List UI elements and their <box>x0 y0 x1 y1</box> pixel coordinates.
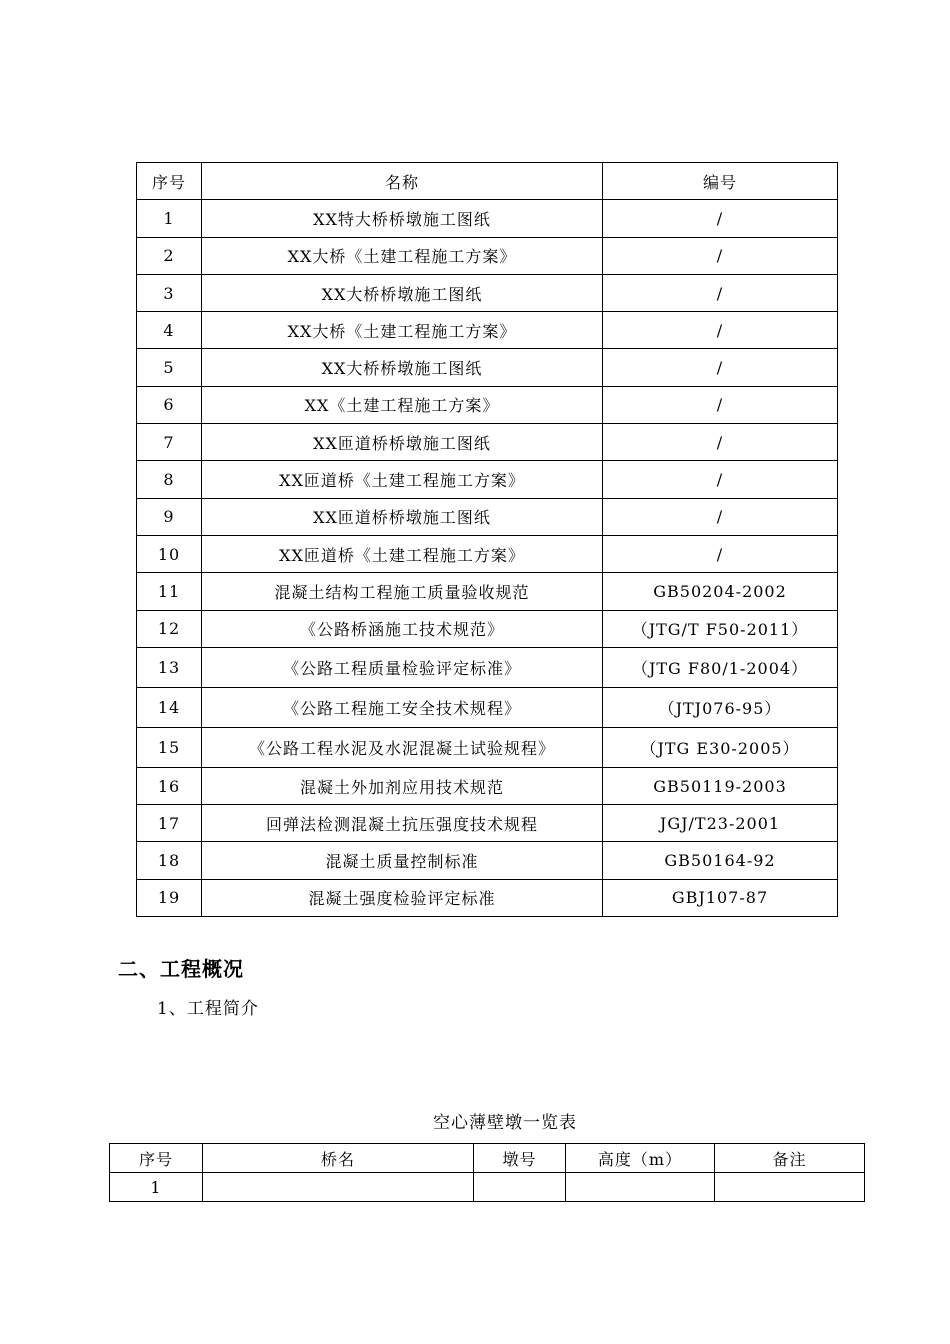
table-row <box>137 727 838 767</box>
cell-name: XX大桥桥墩施工图纸 <box>202 349 603 386</box>
pier-header-bridge-name: 桥名 <box>203 1144 474 1173</box>
table-row <box>137 498 838 535</box>
section-heading: 二、工程概况 <box>118 957 244 981</box>
cell-name: 混凝土强度检验评定标准 <box>202 879 603 916</box>
cell-code: / <box>603 386 838 423</box>
table-row <box>137 312 838 349</box>
cell-code: GB50119-2003 <box>603 767 838 804</box>
cell-name: XX《土建工程施工方案》 <box>202 386 603 423</box>
cell-name: XX特大桥桥墩施工图纸 <box>202 200 603 237</box>
cell-code: （JTG/T F50-2011） <box>603 610 838 647</box>
table-row <box>137 879 838 916</box>
cell-index: 17 <box>137 805 202 842</box>
pier-table-header-row <box>110 1144 865 1173</box>
cell-index: 10 <box>137 535 202 572</box>
cell-code: / <box>603 349 838 386</box>
cell-code: GB50164-92 <box>603 842 838 879</box>
pier-cell-bridge-name <box>203 1173 474 1202</box>
cell-code: / <box>603 200 838 237</box>
table-row <box>137 647 838 687</box>
cell-code: （JTJ076-95） <box>603 687 838 727</box>
cell-code: GB50204-2002 <box>603 573 838 610</box>
table-row <box>137 687 838 727</box>
cell-code: / <box>603 461 838 498</box>
header-code: 编号 <box>603 163 838 200</box>
table-row <box>137 535 838 572</box>
pier-header-pier-number: 墩号 <box>474 1144 566 1173</box>
pier-table-row <box>110 1173 865 1202</box>
cell-name: XX大桥《土建工程施工方案》 <box>202 237 603 274</box>
pier-table-caption: 空心薄壁墩一览表 <box>433 1113 577 1133</box>
cell-index: 4 <box>137 312 202 349</box>
table-row <box>137 610 838 647</box>
cell-code: GBJ107-87 <box>603 879 838 916</box>
table-row <box>137 386 838 423</box>
cell-code: / <box>603 312 838 349</box>
cell-index: 1 <box>137 200 202 237</box>
cell-code: （JTG E30-2005） <box>603 727 838 767</box>
cell-index: 13 <box>137 647 202 687</box>
cell-name: XX匝道桥《土建工程施工方案》 <box>202 461 603 498</box>
cell-index: 3 <box>137 274 202 311</box>
table-row <box>137 805 838 842</box>
cell-code: / <box>603 535 838 572</box>
cell-index: 14 <box>137 687 202 727</box>
cell-name: XX匝道桥桥墩施工图纸 <box>202 498 603 535</box>
cell-name: XX大桥桥墩施工图纸 <box>202 274 603 311</box>
cell-name: XX匝道桥《土建工程施工方案》 <box>202 535 603 572</box>
cell-name: 回弹法检测混凝土抗压强度技术规程 <box>202 805 603 842</box>
cell-index: 15 <box>137 727 202 767</box>
pier-cell-index: 1 <box>110 1173 203 1202</box>
pier-header-height: 高度（m） <box>566 1144 715 1173</box>
reference-standards-table <box>136 162 838 917</box>
cell-name: 混凝土外加剂应用技术规范 <box>202 767 603 804</box>
cell-name: XX大桥《土建工程施工方案》 <box>202 312 603 349</box>
table-row <box>137 349 838 386</box>
cell-index: 9 <box>137 498 202 535</box>
table-header-row <box>137 163 838 200</box>
table-row <box>137 767 838 804</box>
cell-index: 8 <box>137 461 202 498</box>
cell-code: / <box>603 498 838 535</box>
table-row <box>137 274 838 311</box>
cell-index: 5 <box>137 349 202 386</box>
cell-code: JGJ/T23-2001 <box>603 805 838 842</box>
header-name: 名称 <box>202 163 603 200</box>
cell-index: 12 <box>137 610 202 647</box>
pier-header-index: 序号 <box>110 1144 203 1173</box>
table-row <box>137 461 838 498</box>
cell-name: 《公路工程水泥及水泥混凝土试验规程》 <box>202 727 603 767</box>
cell-name: 《公路工程施工安全技术规程》 <box>202 687 603 727</box>
cell-index: 18 <box>137 842 202 879</box>
cell-name: 《公路桥涵施工技术规范》 <box>202 610 603 647</box>
table-row <box>137 424 838 461</box>
table-row <box>137 842 838 879</box>
cell-code: / <box>603 424 838 461</box>
cell-name: 《公路工程质量检验评定标准》 <box>202 647 603 687</box>
cell-index: 6 <box>137 386 202 423</box>
cell-name: 混凝土结构工程施工质量验收规范 <box>202 573 603 610</box>
pier-table <box>109 1143 865 1202</box>
cell-name: 混凝土质量控制标准 <box>202 842 603 879</box>
pier-header-remarks: 备注 <box>715 1144 865 1173</box>
cell-name: XX匝道桥桥墩施工图纸 <box>202 424 603 461</box>
cell-index: 7 <box>137 424 202 461</box>
pier-cell-pier-number <box>474 1173 566 1202</box>
cell-code: / <box>603 237 838 274</box>
cell-index: 16 <box>137 767 202 804</box>
sub-heading: 1、工程简介 <box>157 999 259 1019</box>
table-row <box>137 573 838 610</box>
cell-code: （JTG F80/1-2004） <box>603 647 838 687</box>
pier-cell-remarks <box>715 1173 865 1202</box>
table-row <box>137 200 838 237</box>
cell-index: 11 <box>137 573 202 610</box>
cell-index: 2 <box>137 237 202 274</box>
cell-index: 19 <box>137 879 202 916</box>
cell-code: / <box>603 274 838 311</box>
pier-cell-height <box>566 1173 715 1202</box>
header-index: 序号 <box>137 163 202 200</box>
table-row <box>137 237 838 274</box>
